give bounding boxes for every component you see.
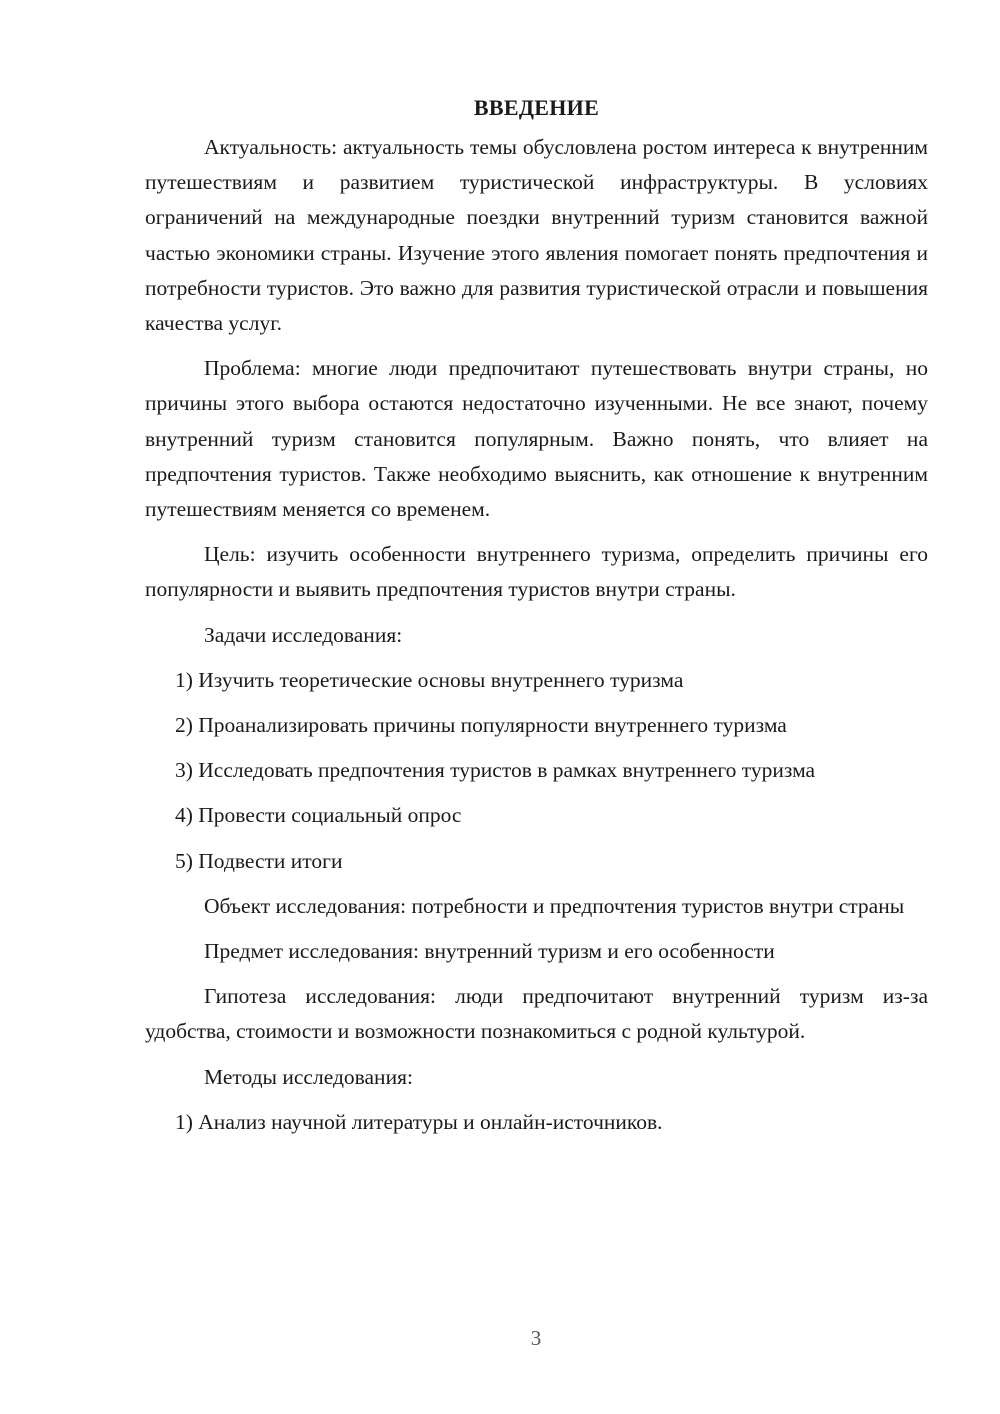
goal-paragraph: Цель: изучить особенности внутреннего туризма, определить причины его популярности и выявить предпочтения туристов внутри страны. <box>145 542 928 602</box>
subject-paragraph: Предмет исследования: внутренний туризм и его особенности <box>204 939 775 964</box>
methods-list <box>145 1105 928 1140</box>
problem-paragraph: Проблема: многие люди предпочитают путешествовать внутри страны, но причины этого выбора остаются недостаточно изученными. Не все знают, почему внутренний туризм становится популярным. Важно понять, что влияет на предпочтения туристов. Также необходимо выяснить, как отношение к внутренним путешествиям меняется со временем. <box>145 356 928 522</box>
task-item: 4) Провести социальный опрос <box>175 803 462 828</box>
task-item: 1) Изучить теоретические основы внутреннего туризма <box>175 667 684 692</box>
task-item: 3) Исследовать предпочтения туристов в рамках внутреннего туризма <box>175 758 816 783</box>
document-page <box>145 92 928 1150</box>
page-number: 3 <box>530 1326 542 1350</box>
method-item: 1) Анализ научной литературы и онлайн-источников. <box>175 1109 663 1134</box>
section-heading: ВВЕДЕНИЕ <box>473 95 600 120</box>
task-item: 2) Проанализировать причины популярности внутреннего туризма <box>175 713 787 738</box>
hypothesis-paragraph: Гипотеза исследования: люди предпочитают внутренний туризм из-за удобства, стоимости и возможности познакомиться с родной культурой. <box>145 984 928 1044</box>
tasks-list <box>145 663 928 879</box>
tasks-label: Задачи исследования: <box>204 622 403 647</box>
relevance-paragraph: Актуальность: актуальность темы обусловлена ростом интереса к внутренним путешествиям и развитием туристической инфраструктуры. В условиях ограничений на международные поездки внутренний туризм становится важной частью экономики страны. Изучение этого явления помогает понять предпочтения и потребности туристов. Это важно для развития туристической отрасли и повышения качества услуг. <box>145 135 928 336</box>
methods-label: Методы исследования: <box>204 1064 413 1089</box>
task-item: 5) Подвести итоги <box>175 848 343 873</box>
object-paragraph: Объект исследования: потребности и предпочтения туристов внутри страны <box>204 893 905 918</box>
